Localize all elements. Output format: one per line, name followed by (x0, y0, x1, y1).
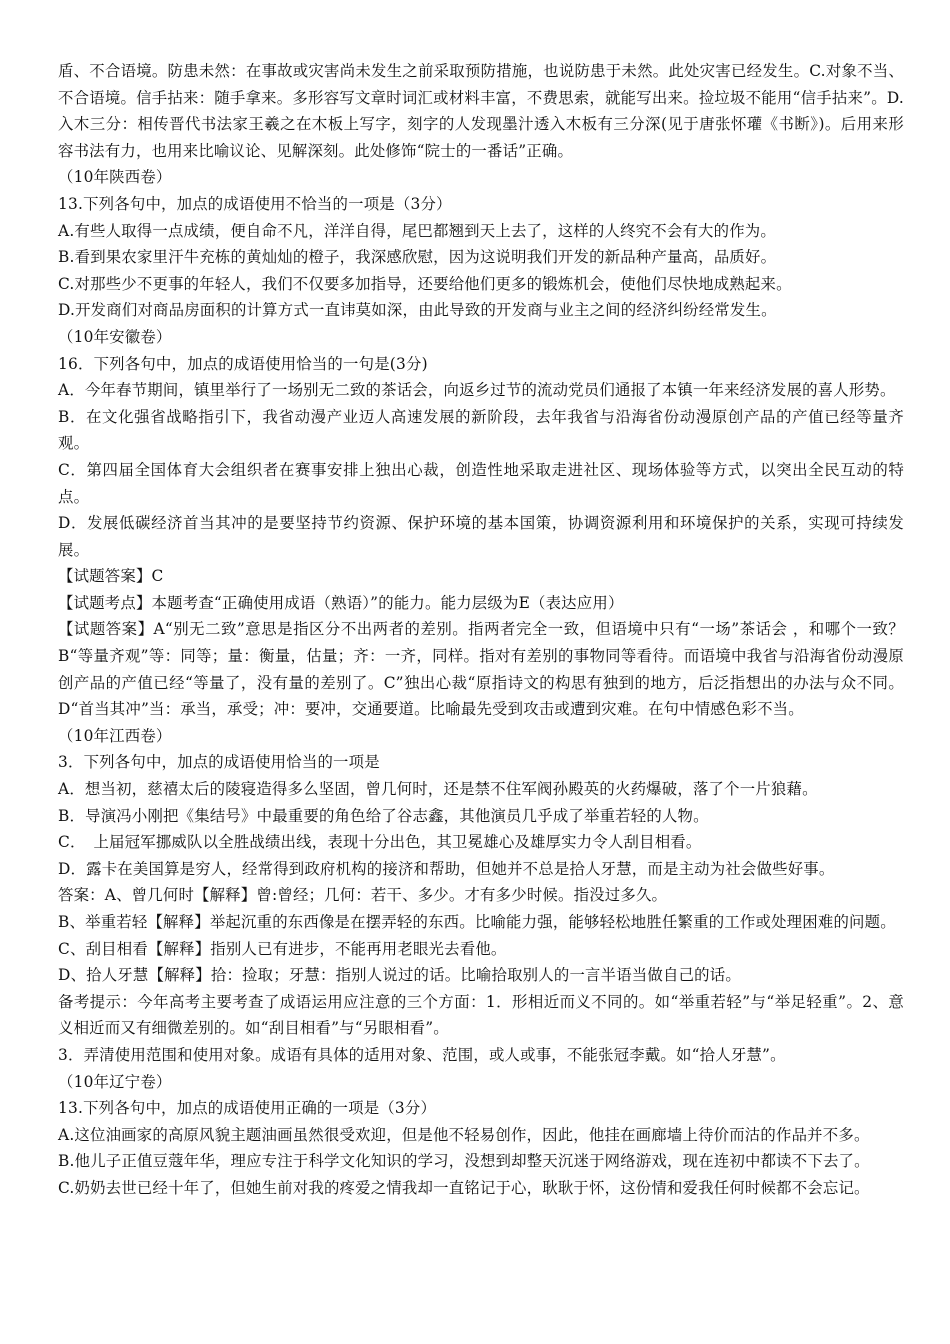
exam-tip: 备考提示：今年高考主要考查了成语运用应注意的三个方面：1．形相近而义不同的。如“举重若轻”与“举足轻重”。2、意义相近而又有细微差别的。如“刮目相看”与“另眼相看”。 (58, 992, 904, 1038)
source-label: （10年江西卷） (58, 726, 172, 745)
option-a: A.有些人取得一点成绩，便自命不凡，洋洋自得，尾巴都翘到天上去了，这样的人终究不会有大的作为。 (58, 221, 776, 240)
option-c: C． 上届冠军挪威队以全胜战绩出线，表现十分出色，其卫冕雄心及雄厚实力令人刮目相看。 (58, 833, 702, 852)
option-a: A.这位油画家的高原风貌主题油画虽然很受欢迎，但是他不轻易创作，因此，他挂在画廊墙上待价而沽的作品并不多。 (58, 1125, 870, 1144)
explanation-d: D、拾人牙慧【解释】拾：捡取；牙慧：指别人说过的话。比喻拾取别人的一言半语当做自己的话。 (58, 966, 741, 985)
option-c: C.对那些少不更事的年轻人，我们不仅要多加指导，还要给他们更多的锻炼机会，使他们尽快地成熟起来。 (58, 274, 792, 293)
option-b: B．在文化强省战略指引下，我省动漫产业迈人高速发展的新阶段，去年我省与沿海省份动漫原创产品的产值已经等量齐观。 (58, 407, 904, 453)
question-stem: 13.下列各句中，加点的成语使用正确的一项是（3分） (58, 1099, 437, 1118)
text-line: 盾、不合语境。防患未然：在事故或灾害尚未发生之前采取预防措施，也说防患于未然。此处灾害已经发生。C.对象不当、不合语境。信手拈来：随手拿来。多形容写文章时词汇或材料丰富，不费思索，就能写出来。捡垃圾不能用“信手拈来”。D. 入木三分：相传晋代书法家王羲之在木板上写字，刻字的人发现墨汁透入木板有三分深(见于唐张怀瓘《书断》)。后用来形容书法有力，也用来比喻议论、见解深刻。此处修饰“院士的一番话”正确。 (58, 62, 904, 160)
option-a: A．今年春节期间，镇里举行了一场别无二致的茶话会，向返乡过节的流动党员们通报了本镇一年来经济发展的喜人形势。 (58, 381, 896, 400)
option-b: B.他儿子正值豆蔻年华，理应专注于科学文化知识的学习，没想到却整天沉迷于网络游戏，现在连初中都读不下去了。 (58, 1152, 870, 1171)
option-d: D．露卡在美国算是穷人，经常得到政府机构的接济和帮助，但她并不总是拾人牙慧，而是主动为社会做些好事。 (58, 859, 835, 878)
option-c: C.奶奶去世已经十年了，但她生前对我的疼爱之情我却一直铭记于心，耿耿于怀，这份情和爱我任何时候都不会忘记。 (58, 1178, 870, 1197)
source-label: （10年安徽卷） (58, 327, 172, 346)
option-a: A．想当初，慈禧太后的陵寝造得多么坚固，曾几何时，还是禁不住军阀孙殿英的火药爆破，落了个一片狼藉。 (58, 780, 818, 799)
option-c: C．第四届全国体育大会组织者在赛事安排上独出心裁，创造性地采取走进社区、现场体验等方式，以突出全民互动的特点。 (58, 460, 904, 506)
answer-point: 【试题考点】本题考查“正确使用成语（熟语）”的能力。能力层级为E（表达应用） (58, 593, 624, 612)
explanation-b: B、举重若轻【解释】举起沉重的东西像是在摆弄轻的东西。比喻能力强，能够轻松地胜任繁重的工作或处理困难的问题。 (58, 913, 896, 931)
question-stem: 13.下列各句中，加点的成语使用不恰当的一项是（3分） (58, 194, 452, 213)
answer-explanation: 【试题答案】A“别无二致”意思是指区分不出两者的差别。指两者完全一致，但语境中只有“一场”茶话会 ，和哪个一致？B“等量齐观”等：同等；量：衡量，估量；齐：一齐，同样。指对有差别的事物同等看待。而语境中我省与沿海省份动漫原创产品的产值已经“等量了，没有量的差别了。C”独出心裁“原指诗文的构思有独到的地方，后泛指想出的办法与众不同。D“首当其冲”当：承当，承受；冲：要冲，交通要道。比喻最先受到攻击或遭到灾难。在句中情感色彩不当。 (58, 620, 904, 719)
question-stem: 3．下列各句中，加点的成语使用恰当的一项是 (58, 753, 380, 772)
source-label: （10年辽宁卷） (58, 1072, 172, 1091)
answer-line: 答案：A、曾几何时【解释】曾:曾经；几何：若干、多少。才有多少时候。指没过多久。 (58, 886, 668, 905)
explanation-c: C、刮目相看【解释】指别人已有进步，不能再用老眼光去看他。 (58, 939, 507, 958)
question-stem: 16．下列各句中，加点的成语使用恰当的一句是(3分) (58, 354, 428, 373)
option-d: D.开发商们对商品房面积的计算方式一直讳莫如深，由此导致的开发商与业主之间的经济纠纷经常发生。 (58, 301, 777, 320)
source-label: （10年陕西卷） (58, 168, 172, 187)
exam-tip: 3．弄清使用范围和使用对象。成语有具体的适用对象、范围，或人或事，不能张冠李戴。如“拾人牙慧”。 (58, 1045, 786, 1064)
option-b: B．导演冯小刚把《集结号》中最重要的角色给了谷志鑫，其他演员几乎成了举重若轻的人物。 (58, 806, 709, 825)
option-d: D．发展低碳经济首当其冲的是要坚持节约资源、保护环境的基本国策，协调资源利用和环境保护的关系，实现可持续发展。 (58, 514, 904, 559)
answer-line: 【试题答案】C (58, 567, 164, 586)
option-b: B.看到果农家里汗牛充栋的黄灿灿的橙子，我深感欣慰，因为这说明我们开发的新品种产量高，品质好。 (58, 248, 777, 267)
